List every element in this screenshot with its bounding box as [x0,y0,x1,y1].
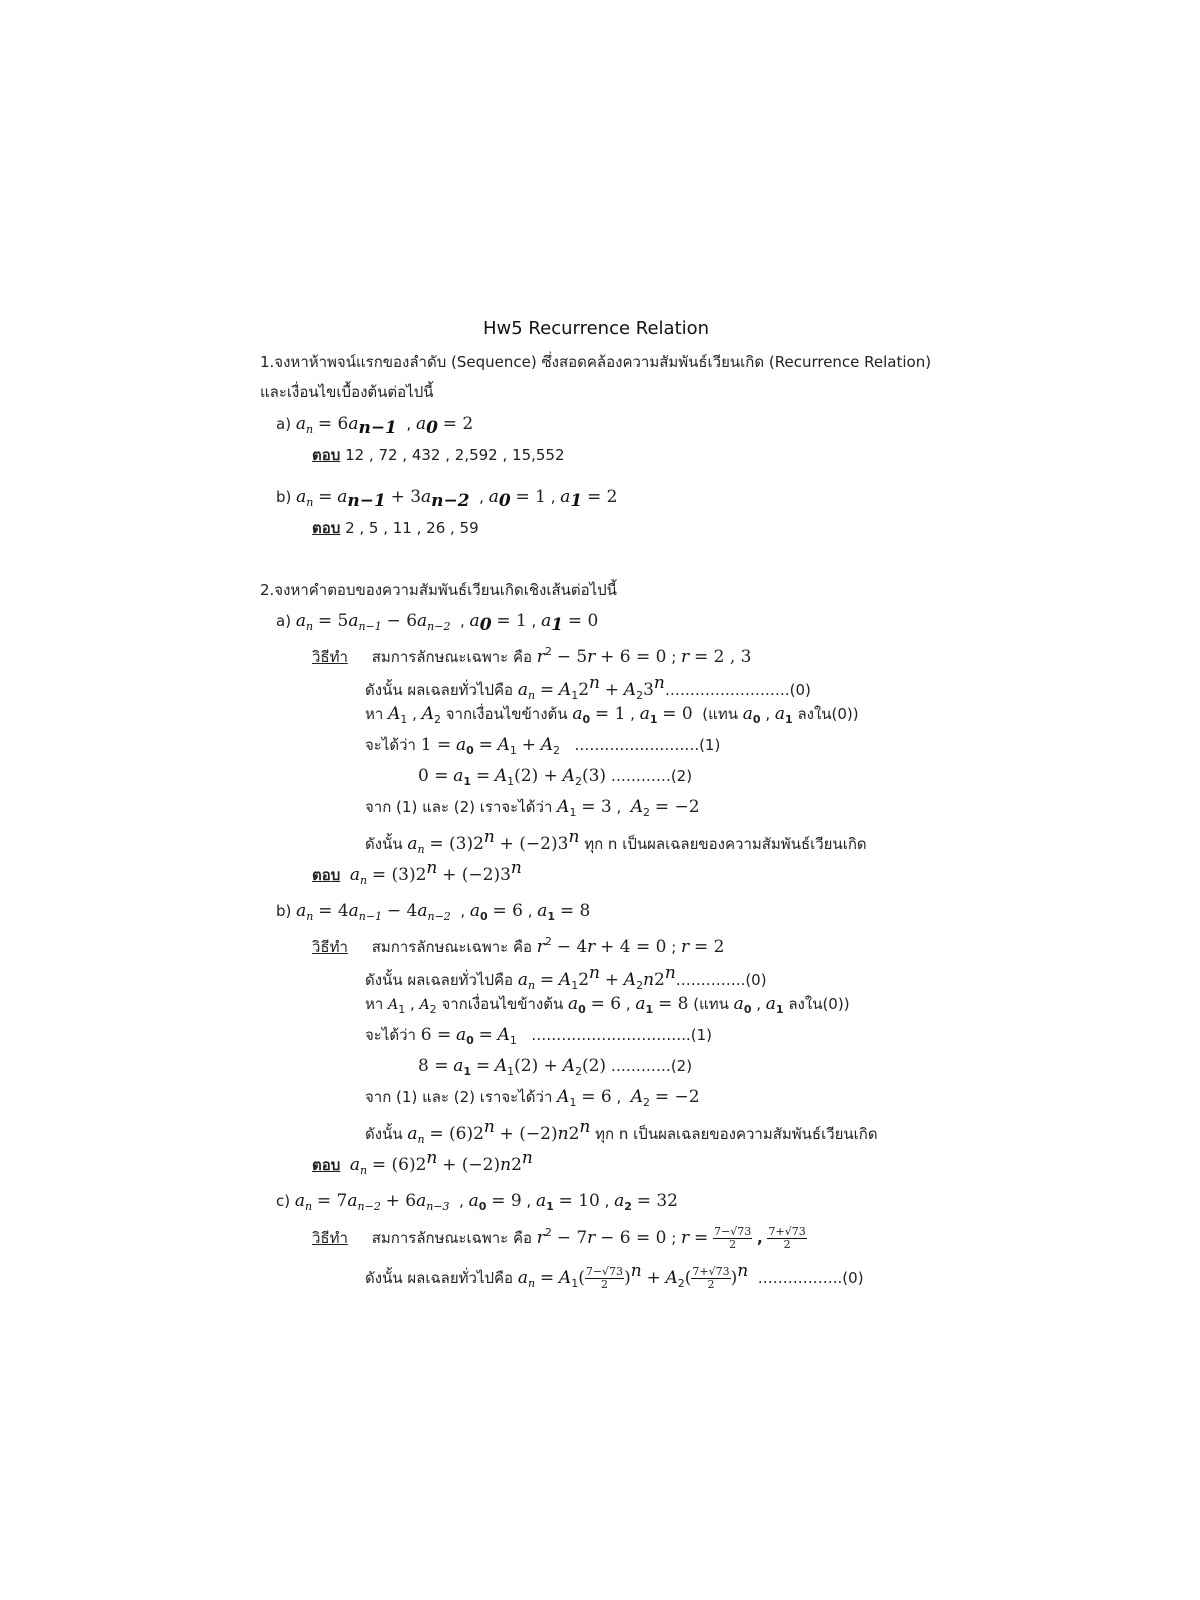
q1a-answer-label: ตอบ [312,446,341,464]
q2a-every-n: ทุก n เป็นผลเฉลยของความสัมพันธ์เวียนเกิด [584,835,867,853]
q2c-root2-fraction: $\frac{7+√73}{2}$ [768,1225,806,1251]
q2b-dots-2: …………(2) [610,1057,693,1075]
q2a-equation: a) $a_n = 5a_{n-1} - 6a_{n-2}$ , $a_0 = 1$ , $a_1 = 0$ [276,611,599,635]
q2a-method-label: วิธีทำ [312,648,348,666]
q2b-equation: b) $a_n = 4a_{n-1} - 4a_{n-2}$ , $a_0 = 6$ , $a_1 = 8$ [276,901,591,923]
q2a-answer-label: ตอบ [312,866,341,884]
q2a-label: a) [276,612,292,630]
q2a-into: ลงใน(0)) [797,705,859,723]
q2a-find-constants: หา $A_1$ , $A_2$ จากเงื่อนไขข้างต้น $a_0 = 1$ , $a_1 = 0$ (แทน $a_0$ , $a_1$ ลงใน(0)) [365,704,859,726]
q2c-general-solution: ดังนั้น ผลเฉลยทั่วไปคือ $a_n = A_1$( $\frac{7-√73}{2}$ )$^n + A_2$( $\frac{7+√73}{2}$ )$^n$ ……………..(0) [365,1261,864,1291]
q2c-general-text: ดังนั้น ผลเฉลยทั่วไปคือ [365,1269,514,1287]
q1a-equation: a) $a_n = 6a_{n-1}$ , $a_0 = 2$ [276,414,474,438]
q2a-dots-1: …………………….(1) [574,736,721,754]
q2b-answer-label: ตอบ [312,1156,341,1174]
q2a-eq1: จะได้ว่า $1 = a_0 = A_1 + A_2$ …………………….(1) [365,735,721,757]
q1b-label: b) [276,488,292,506]
q2a-answer: ตอบ $a_n = (3)2^n + (-2)3^n$ [312,858,522,887]
q2b-from-init: จากเงื่อนไขข้างต้น [441,995,564,1013]
q1a-answer-values: 12 , 72 , 432 , 2,592 , 15,552 [345,446,565,464]
q1a-label: a) [276,415,292,433]
q2b-every-n: ทุก n เป็นผลเฉลยของความสัมพันธ์เวียนเกิด [595,1125,878,1143]
q2-intro: 2.จงหาคำตอบของความสัมพันธ์เวียนเกิดเชิงเส้นต่อไปนี้ [260,581,617,599]
q2a-substitute: (แทน [702,705,738,723]
q2a-from-init: จากเงื่อนไขข้างต้น [445,705,568,723]
q2a-general-text: ดังนั้น ผลเฉลยทั่วไปคือ [365,681,514,699]
q2b-from12: จาก (1) และ (2) เราจะได้ว่า [365,1088,553,1106]
q2c-equation: c) $a_n = 7a_{n-2} + 6a_{n-3}$ , $a_0 = 9$ , $a_1 = 10$ , $a_2 = 32$ [276,1191,678,1213]
q2a-find-text: หา [365,705,384,723]
q2b-characteristic: วิธีทำ สมการลักษณะเฉพาะ คือ $r^2 - 4r + 4 = 0$ ; r = 2 [312,935,725,957]
q2c-dots-0: ……………..(0) [757,1269,864,1287]
q2b-constants-result: จาก (1) และ (2) เราจะได้ว่า $A_1 = 6$ , $A_2 = -2$ [365,1087,700,1109]
q2c-root1-fraction: $\frac{7-√73}{2}$ [713,1225,752,1251]
q2b-eq2: $8 = a_1 = A_1(2) + A_2(2)$ …………(2) [418,1056,693,1078]
q1b-equation: b) $a_n = a_{n-1} + 3a_{n-2}$ , $a_0 = 1$ , $a_1 = 2$ [276,487,618,511]
q2b-therefore-text: ดังนั้น [365,1125,403,1143]
q2b-eq1: จะได้ว่า $6 = a_0 = A_1$ …………………………..(1) [365,1025,713,1047]
q2c-label: c) [276,1192,291,1210]
q2b-char-text: สมการลักษณะเฉพาะ คือ [371,938,532,956]
q2b-dots-0: …………..(0) [675,971,767,989]
q2b-into: ลงใน(0)) [788,995,850,1013]
q2b-answer: ตอบ $a_n = (6)2^n + (-2)n2^n$ [312,1148,533,1177]
q2b-get-text: จะได้ว่า [365,1026,416,1044]
q2b-label: b) [276,902,292,920]
q2b-substitute: (แทน [693,995,729,1013]
q2a-dots-2: …………(2) [610,767,693,785]
q2a-dots-0: …………………….(0) [664,681,811,699]
q2a-characteristic: วิธีทำ สมการลักษณะเฉพาะ คือ $r^2 - 5r + 6 = 0$ ; r = 2 , 3 [312,645,752,667]
q2c-method-label: วิธีทำ [312,1229,348,1247]
q2a-therefore-text: ดังนั้น [365,835,403,853]
q1b-answer-values: 2 , 5 , 11 , 26 , 59 [345,519,479,537]
q2b-general-text: ดังนั้น ผลเฉลยทั่วไปคือ [365,971,514,989]
q2a-therefore: ดังนั้น $a_n = (3)2^n + (-2)3^n$ ทุก n เป็นผลเฉลยของความสัมพันธ์เวียนเกิด [365,827,867,856]
q2b-general-solution: ดังนั้น ผลเฉลยทั่วไปคือ $a_n = A_12^n$ + $A_2n2^n\dots\dots\dots\dots..(0)$ [365,963,767,992]
q2a-get-text: จะได้ว่า [365,736,416,754]
q1b-answer [312,517,479,539]
q2a-from12: จาก (1) และ (2) เราจะได้ว่า [365,798,553,816]
q2b-therefore: ดังนั้น $a_n = (6)2^n + (-2)n2^n$ ทุก n เป็นผลเฉลยของความสัมพันธ์เวียนเกิด [365,1117,878,1146]
q2c-characteristic: วิธีทำ สมการลักษณะเฉพาะ คือ $r^2 - 7r - 6 = 0$ ; r = $\frac{7-√73}{2}$ , $\frac{7+√73}{2}$ [312,1225,806,1251]
q1b-answer-label: ตอบ [312,519,341,537]
q2b-dots-1: …………………………..(1) [531,1026,713,1044]
q1-intro-line1: 1.จงหาห้าพจน์แรกของลำดับ (Sequence) ซึ่งสอดคล้องความสัมพันธ์เวียนเกิด (Recurrence Relation) [260,353,932,371]
q2c-char-text: สมการลักษณะเฉพาะ คือ [371,1229,532,1247]
page-title: Hw5 Recurrence Relation [483,318,710,339]
q2a-eq2: $0 = a_1 = A_1(2) + A_2(3)$ …………(2) [418,766,693,788]
q1a-answer [312,444,565,466]
q1-intro-line2: และเงื่อนไขเบื้องต้นต่อไปนี้ [260,383,434,401]
q2a-general-solution: ดังนั้น ผลเฉลยทั่วไปคือ $a_n = A_12^n$ + $A_23^n\dots\dots\dots\dots\dots\dots\dots\dots.(0)$ [365,673,811,702]
q2b-find-constants: หา $A_1$ , $A_2$ จากเงื่อนไขข้างต้น $a_0 = 6$ , $a_1 = 8$ (แทน $a_0$ , $a_1$ ลงใน(0)) [365,994,850,1016]
q2a-char-text: สมการลักษณะเฉพาะ คือ [371,648,532,666]
q2a-constants-result: จาก (1) และ (2) เราจะได้ว่า $A_1 = 3$ , $A_2 = -2$ [365,797,700,819]
q2b-find-text: หา [365,995,384,1013]
q2b-method-label: วิธีทำ [312,938,348,956]
